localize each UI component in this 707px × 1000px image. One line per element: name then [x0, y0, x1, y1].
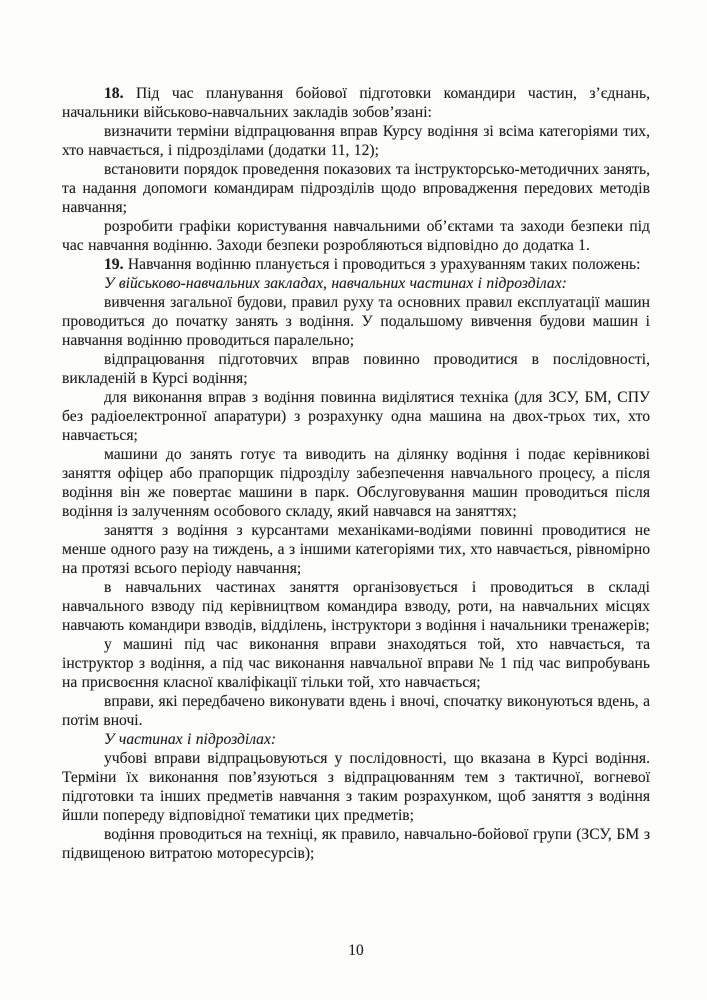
paragraph: У військово-навчальних закладах, навчальних частинах і підрозділах: [104, 275, 567, 292]
paragraph: машини до занять готує та виводить на ділянку водіння і подає керівникові заняття офіцер або прапорщик підрозділу забезпечення навчального процесу, а після водіння він же повертає машини в парк. Обслуговування машин проводиться після водіння із залученням особового складу, який навчався на заняттях; [62, 446, 650, 520]
paragraph: 18. Під час планування бойової підготовки командири частин, з’єднань, начальники військово-навчальних закладів зобов’язані: [62, 85, 650, 121]
paragraph: для виконання вправ з водіння повинна виділятися техніка (для ЗСУ, БМ, СПУ без радіоелектронної апаратури) з розрахунку одна машина на двох-трьох тих, хто навчається; [62, 389, 650, 444]
paragraph: вивчення загальної будови, правил руху та основних правил експлуатації машин проводиться до початку занять з водіння. У подальшому вивчення будови машин і навчання водінню проводиться паралельно; [62, 294, 650, 349]
paragraph: встановити порядок проведення показових та інструкторсько-методичних занять, та надання допомоги командирам підрозділів щодо впровадження передових методів навчання; [62, 161, 650, 216]
paragraph: заняття з водіння з курсантами механіками-водіями повинні проводитися не менше одного разу на тиждень, а з іншими категоріями тих, хто навчається, рівномірно на протязі всього періоду навчання; [62, 522, 650, 577]
paragraph: в навчальних частинах заняття організовується і проводиться в складі навчального взводу під керівництвом командира взводу, роти, на навчальних місцях навчають командири взводів, відділень, інструктори з водіння і начальники тренажерів; [62, 579, 650, 634]
paragraph: У частинах і підрозділах: [104, 731, 277, 748]
document-content [62, 84, 650, 863]
page-number: 10 [348, 942, 364, 959]
paragraph: 19. Навчання водінню планується і проводиться з урахуванням таких положень: [104, 256, 641, 273]
paragraph-number: 19. [104, 256, 124, 273]
paragraph-number: 18. [104, 85, 124, 102]
paragraph: розробити графіки користування навчальними об’єктами та заходи безпеки під час навчання водінню. Заходи безпеки розробляються відповідно до додатка 1. [62, 218, 650, 254]
paragraph: у машині під час виконання вправи знаходяться той, хто навчається, та інструктор з водіння, а під час виконання навчальної вправи № 1 під час випробувань на присвоєння класної кваліфікації тільки той, хто навчається; [62, 636, 650, 691]
paragraph: визначити терміни відпрацювання вправ Курсу водіння зі всіма категоріями тих, хто навчається, і підрозділами (додатки 11, 12); [62, 123, 650, 159]
paragraph: водіння проводиться на техніці, як правило, навчально-бойової групи (ЗСУ, БМ з підвищеною витратою моторесурсів); [62, 826, 650, 862]
paragraph: учбові вправи відпрацьовуються у послідовності, що вказана в Курсі водіння. Терміни їх виконання пов’язуються з відпрацюванням тем з тактичної, вогневої підготовки та інших предметів навчання з таким розрахунком, щоб заняття з водіння йшли попереду відповідної тематики цих предметів; [62, 750, 650, 824]
paragraph: відпрацювання підготовчих вправ повинно проводитися в послідовності, викладеній в Курсі водіння; [62, 351, 650, 387]
paragraph: вправи, які передбачено виконувати вдень і вночі, спочатку виконуються вдень, а потім вночі. [62, 693, 650, 729]
